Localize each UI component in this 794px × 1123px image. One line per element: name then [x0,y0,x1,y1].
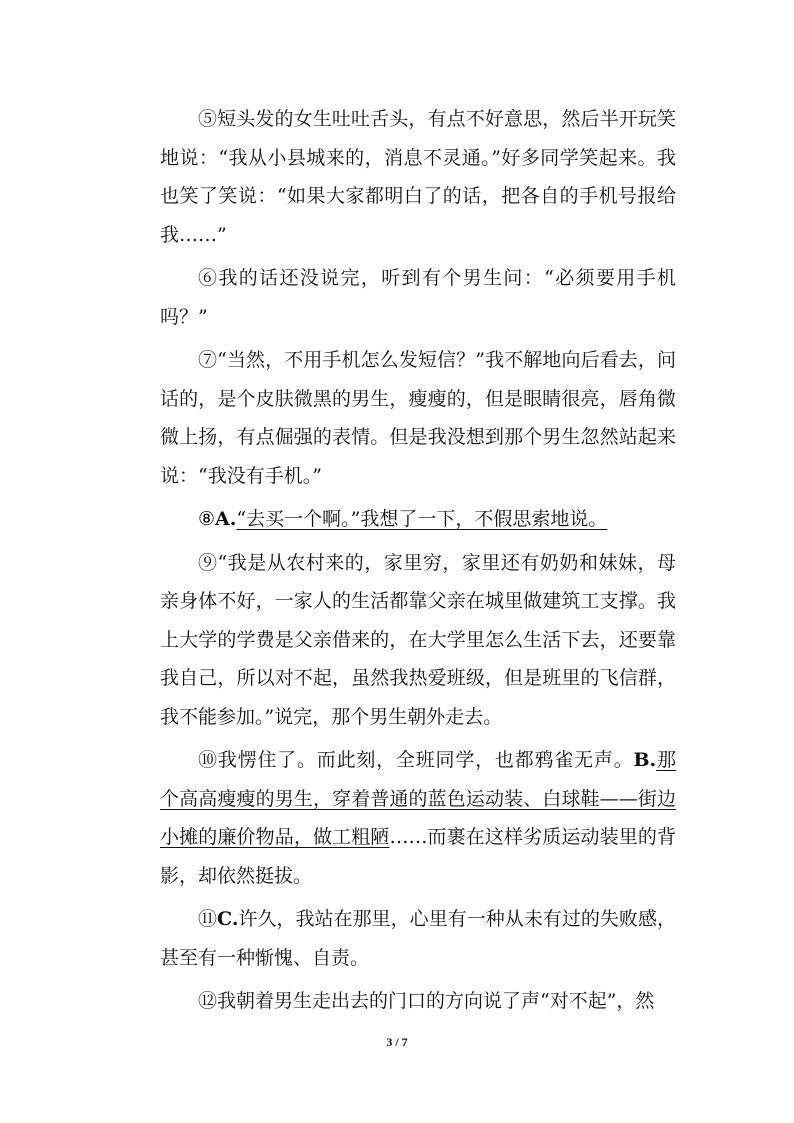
paragraph-11 [160,900,676,977]
paragraph-10 [160,741,676,895]
paragraph-9: ⑨“我是从农村来的，家里穷，家里还有奶奶和妹妹，母亲身体不好，一家人的生活都靠父亲在城里做建筑工支撑。我上大学的学费是父亲借来的，在大学里怎么生活下去，还要靠我自己，所以对不起，虽然我热爱班级，但是班里的飞信群，我不能参加。”说完，那个男生朝外走去。 [160,551,676,728]
paragraph-7: ⑦“当然，不用手机怎么发短信？”我不解地向后看去，问话的，是个皮肤微黑的男生，瘦瘦的，但是眼睛很亮，唇角微微上扬，有点倔强的表情。但是我没想到那个男生忽然站起来说：“我没有手机。” [160,349,676,487]
underlined-sentence-b: 那个高高瘦瘦的男生，穿着普通的蓝色运动装、白球鞋——街边小摊的廉价物品，做工粗陋 [160,749,676,848]
paragraph-10-rest: ……而裹在这样劣质运动装里的背影，却依然挺拔。 [160,826,676,887]
underlined-sentence-a: “去买一个啊。”我想了一下，不假思索地说。 [236,508,608,530]
annotation-marker-a: A. [215,508,237,530]
annotation-marker-b: B. [633,749,657,771]
paragraph-10-lead: ⑩我愣住了。而此刻，全班同学，也都鸦雀无声。 [198,749,634,771]
text-body [160,100,676,1021]
paragraph-5: ⑤短头发的女生吐吐舌头，有点不好意思，然后半开玩笑地说：“我从小县城来的，消息不灵通。”好多同学笑起来。我也笑了笑说：“如果大家都明白了的话，把各自的手机号报给我……” [160,108,676,246]
paragraph-11-text: 许久，我站在那里，心里有一种从未有过的失败感，甚至有一种惭愧、自责。 [160,908,676,969]
annotation-marker-c: C. [217,908,239,930]
paragraph-11-number: ⑪ [198,908,218,930]
page-number: 3 / 7 [386,1035,408,1049]
paragraph-6: ⑥我的话还没说完，听到有个男生问：“必须要用手机吗？” [160,267,676,328]
paragraph-8 [160,500,676,539]
paragraph-8-number: ⑧ [198,508,216,530]
paragraph-12: ⑫我朝着男生走出去的门口的方向说了声“对不起”，然 [198,990,655,1012]
